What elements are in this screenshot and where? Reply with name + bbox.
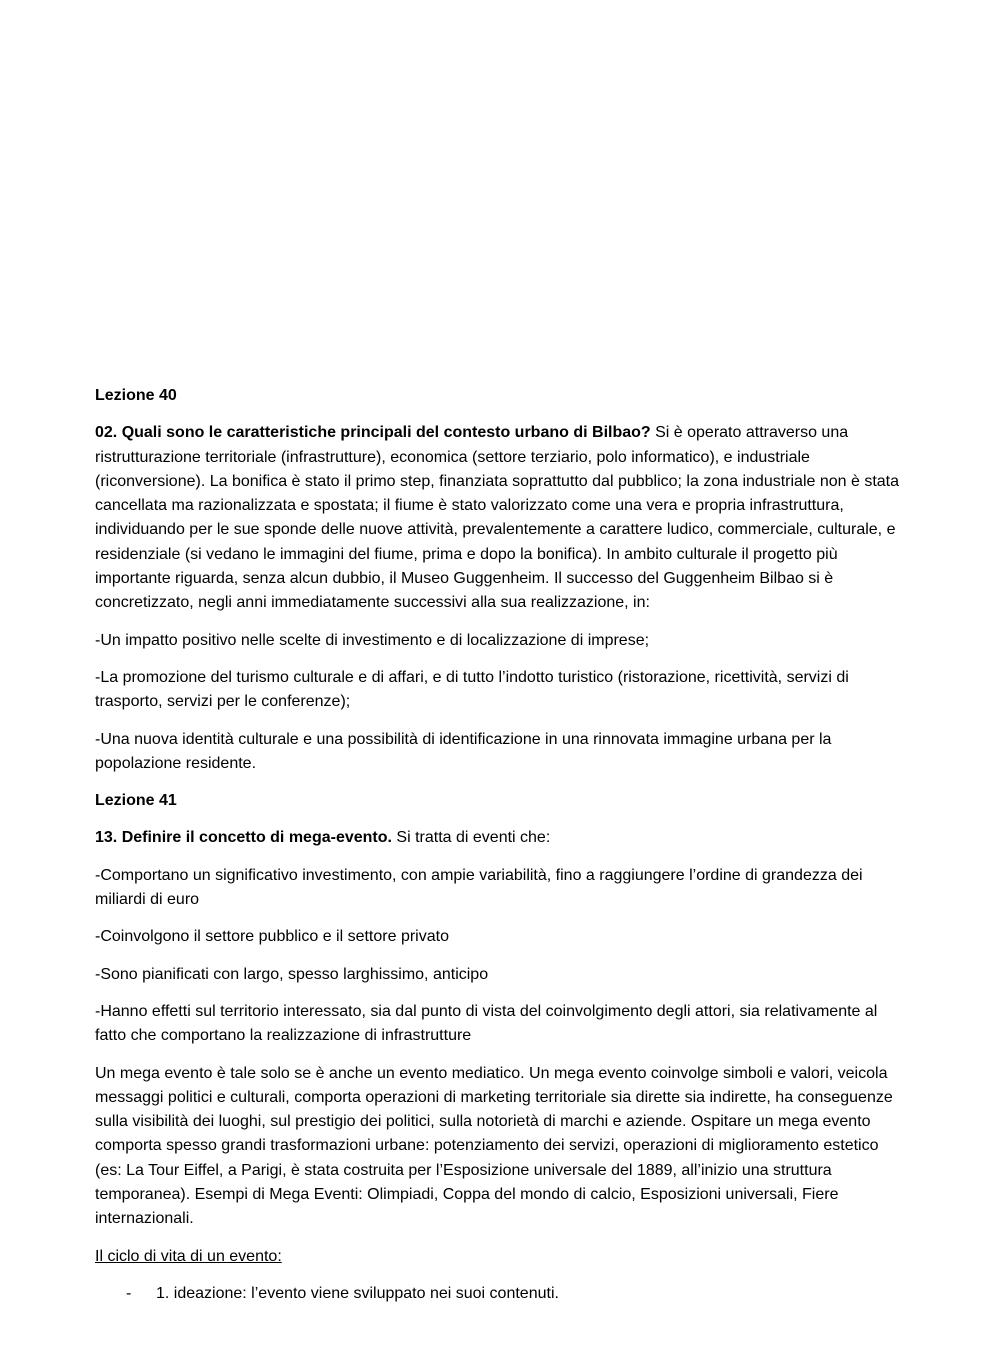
question-paragraph: [95, 826, 907, 850]
body-paragraph: Un mega evento è tale solo se è anche un evento mediatico. Un mega evento coinvolge simboli e valori, veicola messaggi politici e culturali, comporta operazioni di marketing territoriale sia dirette sia indirette, ha conseguenze sulla visibilità dei luoghi, sul prestigio dei politici, sulla notorietà di marchi e aziende. Ospitare un mega evento comporta spesso grandi trasformazioni urbane: potenziamento dei servizi, operazioni di miglioramento estetico (es: La Tour Eiffel, a Parigi, è stata costruita per l’Esposizione universale del 1889, all’inizio una struttura temporanea). Esempi di Mega Eventi: Olimpiadi, Coppa del mondo di calcio, Esposizioni universali, Fiere internazionali.: [95, 1064, 893, 1228]
subheading: Il ciclo di vita di un evento:: [95, 1247, 282, 1265]
answer-text: Si è operato attraverso una ristrutturazione territoriale (infrastrutture), economica (settore terziario, polo informatico), e industriale (riconversione). La bonifica è stato il primo step, finanziata soprattutto dal pubblico; la zona industriale non è stata cancellata ma razionalizzata e spostata; il fiume è stato valorizzato come una vera e propria infrastruttura, individuando per le sue sponde delle nuove attività, prevalentemente a carattere ludico, commerciale, culturale, e residenziale (si vedano le immagini del fiume, prima e dopo la bonifica). In ambito culturale il progetto più importante riguarda, senza alcun dubbio, il Museo Guggenheim. Il successo del Guggenheim Bilbao si è concretizzato, negli anni immediatamente successivi alla sua realizzazione, in:: [95, 424, 900, 612]
list-item: -Una nuova identità culturale e una possibilità di identificazione in una rinnovata immagine urbana per la popolazione residente.: [95, 730, 832, 772]
section-heading: Lezione 41: [95, 792, 177, 810]
list-item: -La promozione del turismo culturale e di affari, e di tutto l’indotto turistico (ristorazione, ricettività, servizi di trasporto, servizi per le conferenze);: [95, 668, 849, 711]
question-paragraph: [95, 421, 907, 615]
list-item: -Comportano un significativo investimento, con ampie variabilità, fino a raggiungere l’ordine di grandezza dei miliardi di euro: [95, 866, 863, 909]
question-text: 02. Quali sono le caratteristiche principali del contesto urbano di Bilbao?: [95, 424, 651, 442]
bullet-marker: -: [126, 1284, 132, 1302]
bullet-text: 1. ideazione: l’evento viene sviluppato nei suoi contenuti.: [156, 1284, 559, 1302]
section-heading: Lezione 40: [95, 387, 177, 404]
question-text: 13. Definire il concetto di mega-evento.: [95, 829, 392, 847]
list-item: -Coinvolgono il settore pubblico e il settore privato: [95, 928, 449, 946]
list-item: -Sono pianificati con largo, spesso larghissimo, anticipo: [95, 965, 489, 983]
answer-text: Si tratta di eventi che:: [391, 829, 551, 847]
bullet-item: [95, 1282, 907, 1306]
document-page: [95, 384, 907, 1306]
list-item: -Un impatto positivo nelle scelte di investimento e di localizzazione di imprese;: [95, 631, 650, 649]
list-item: -Hanno effetti sul territorio interessato, sia dal punto di vista del coinvolgimento degli attori, sia relativamente al fatto che comportano la realizzazione di infrastrutture: [95, 1002, 878, 1045]
